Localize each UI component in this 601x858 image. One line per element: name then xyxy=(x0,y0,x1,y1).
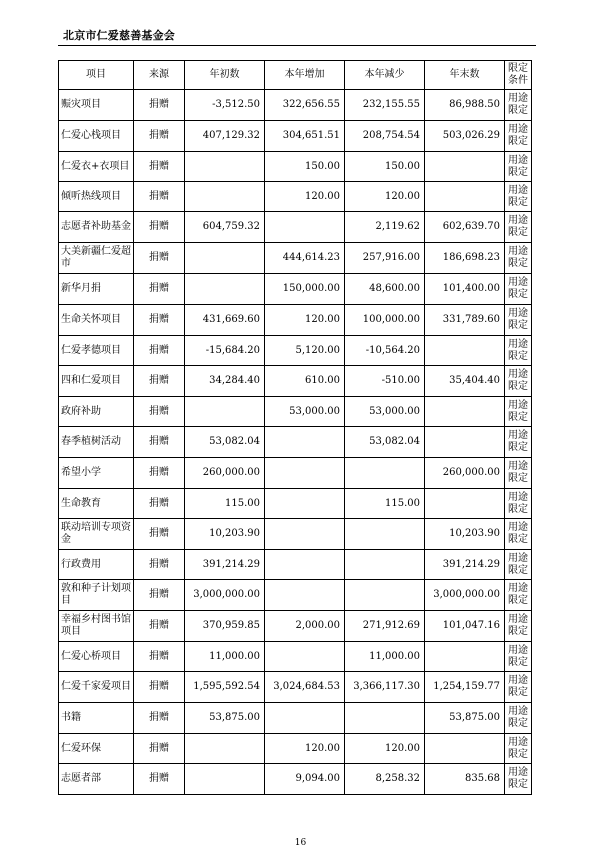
source-cell: 捐赠 xyxy=(134,611,185,642)
end-balance-cell xyxy=(425,336,505,366)
project-name-cell: 行政费用 xyxy=(59,550,134,580)
source-cell: 捐赠 xyxy=(134,121,185,152)
begin-balance-cell: 11,000.00 xyxy=(185,642,265,672)
end-balance-cell: 835.68 xyxy=(425,764,505,795)
condition-cell: 用途限定 xyxy=(505,764,532,795)
source-cell: 捐赠 xyxy=(134,90,185,121)
project-name-cell: 四和仁爱项目 xyxy=(59,366,134,397)
decrease-cell xyxy=(345,458,425,489)
decrease-cell: -10,564.20 xyxy=(345,336,425,366)
table-row xyxy=(59,212,532,243)
condition-cell: 用途限定 xyxy=(505,182,532,212)
source-cell: 捐赠 xyxy=(134,274,185,305)
source-cell: 捐赠 xyxy=(134,703,185,734)
decrease-cell: 53,082.04 xyxy=(345,427,425,458)
condition-cell: 用途限定 xyxy=(505,152,532,182)
project-name-cell: 生命关怀项目 xyxy=(59,305,134,336)
condition-cell: 用途限定 xyxy=(505,121,532,152)
increase-cell xyxy=(265,550,345,580)
project-name-cell: 志愿者部 xyxy=(59,764,134,795)
decrease-cell: 3,366,117.30 xyxy=(345,672,425,703)
begin-balance-cell: 604,759.32 xyxy=(185,212,265,243)
decrease-cell: 11,000.00 xyxy=(345,642,425,672)
end-balance-cell xyxy=(425,489,505,519)
begin-balance-cell: 34,284.40 xyxy=(185,366,265,397)
end-balance-cell: 3,000,000.00 xyxy=(425,580,505,611)
increase-cell: 120.00 xyxy=(265,305,345,336)
source-cell: 捐赠 xyxy=(134,366,185,397)
increase-cell: 120.00 xyxy=(265,734,345,764)
table-row xyxy=(59,642,532,672)
condition-cell: 用途限定 xyxy=(505,336,532,366)
begin-balance-cell: 3,000,000.00 xyxy=(185,580,265,611)
begin-balance-cell xyxy=(185,182,265,212)
source-cell: 捐赠 xyxy=(134,672,185,703)
decrease-cell: -510.00 xyxy=(345,366,425,397)
end-balance-cell: 602,639.70 xyxy=(425,212,505,243)
begin-balance-cell xyxy=(185,397,265,427)
end-balance-cell: 101,047.16 xyxy=(425,611,505,642)
condition-cell: 用途限定 xyxy=(505,274,532,305)
decrease-cell: 232,155.55 xyxy=(345,90,425,121)
source-cell: 捐赠 xyxy=(134,764,185,795)
column-header: 来源 xyxy=(134,61,185,90)
increase-cell xyxy=(265,458,345,489)
begin-balance-cell: 53,082.04 xyxy=(185,427,265,458)
decrease-cell xyxy=(345,550,425,580)
restricted-funds-table xyxy=(58,60,532,795)
increase-cell: 3,024,684.53 xyxy=(265,672,345,703)
table-row xyxy=(59,336,532,366)
source-cell: 捐赠 xyxy=(134,427,185,458)
source-cell: 捐赠 xyxy=(134,152,185,182)
project-name-cell: 倾听热线项目 xyxy=(59,182,134,212)
project-name-cell: 仁爱环保 xyxy=(59,734,134,764)
table-row xyxy=(59,550,532,580)
table-row xyxy=(59,182,532,212)
table-row xyxy=(59,611,532,642)
end-balance-cell xyxy=(425,182,505,212)
condition-cell: 用途限定 xyxy=(505,642,532,672)
end-balance-cell xyxy=(425,642,505,672)
source-cell: 捐赠 xyxy=(134,336,185,366)
begin-balance-cell: 260,000.00 xyxy=(185,458,265,489)
condition-cell: 用途限定 xyxy=(505,397,532,427)
table-row xyxy=(59,305,532,336)
project-name-cell: 春季植树活动 xyxy=(59,427,134,458)
decrease-cell: 2,119.62 xyxy=(345,212,425,243)
project-name-cell: 希望小学 xyxy=(59,458,134,489)
begin-balance-cell xyxy=(185,274,265,305)
source-cell: 捐赠 xyxy=(134,550,185,580)
project-name-cell: 联动培训专项资金 xyxy=(59,519,134,550)
project-name-cell: 新华月捐 xyxy=(59,274,134,305)
increase-cell: 2,000.00 xyxy=(265,611,345,642)
column-header: 年末数 xyxy=(425,61,505,90)
increase-cell xyxy=(265,489,345,519)
end-balance-cell: 1,254,159.77 xyxy=(425,672,505,703)
table-row xyxy=(59,90,532,121)
condition-cell: 用途限定 xyxy=(505,580,532,611)
end-balance-cell: 186,698.23 xyxy=(425,243,505,274)
increase-cell xyxy=(265,427,345,458)
increase-cell xyxy=(265,703,345,734)
increase-cell xyxy=(265,642,345,672)
column-header: 项目 xyxy=(59,61,134,90)
increase-cell xyxy=(265,519,345,550)
decrease-cell xyxy=(345,703,425,734)
decrease-cell: 48,600.00 xyxy=(345,274,425,305)
project-name-cell: 仁爱心桥项目 xyxy=(59,642,134,672)
begin-balance-cell: 1,595,592.54 xyxy=(185,672,265,703)
table-row xyxy=(59,274,532,305)
table-header-row xyxy=(59,61,532,90)
begin-balance-cell: 407,129.32 xyxy=(185,121,265,152)
table-row xyxy=(59,397,532,427)
end-balance-cell xyxy=(425,152,505,182)
increase-cell xyxy=(265,212,345,243)
end-balance-cell: 101,400.00 xyxy=(425,274,505,305)
column-header: 限定条件 xyxy=(505,61,532,90)
header-rule xyxy=(58,45,536,46)
source-cell: 捐赠 xyxy=(134,734,185,764)
column-header: 本年减少 xyxy=(345,61,425,90)
begin-balance-cell xyxy=(185,152,265,182)
project-name-cell: 生命教育 xyxy=(59,489,134,519)
begin-balance-cell: -3,512.50 xyxy=(185,90,265,121)
source-cell: 捐赠 xyxy=(134,212,185,243)
table-row xyxy=(59,366,532,397)
end-balance-cell: 35,404.40 xyxy=(425,366,505,397)
increase-cell: 322,656.55 xyxy=(265,90,345,121)
source-cell: 捐赠 xyxy=(134,580,185,611)
source-cell: 捐赠 xyxy=(134,458,185,489)
increase-cell xyxy=(265,580,345,611)
begin-balance-cell xyxy=(185,243,265,274)
page-number: 16 xyxy=(294,838,307,848)
source-cell: 捐赠 xyxy=(134,182,185,212)
table-row xyxy=(59,580,532,611)
begin-balance-cell: 370,959.85 xyxy=(185,611,265,642)
column-header: 本年增加 xyxy=(265,61,345,90)
source-cell: 捐赠 xyxy=(134,397,185,427)
project-name-cell: 幸福乡村图书馆项目 xyxy=(59,611,134,642)
end-balance-cell: 53,875.00 xyxy=(425,703,505,734)
table-row xyxy=(59,427,532,458)
increase-cell: 150.00 xyxy=(265,152,345,182)
table-row xyxy=(59,121,532,152)
decrease-cell xyxy=(345,580,425,611)
end-balance-cell: 260,000.00 xyxy=(425,458,505,489)
table-row xyxy=(59,764,532,795)
end-balance-cell: 10,203.90 xyxy=(425,519,505,550)
increase-cell: 610.00 xyxy=(265,366,345,397)
source-cell: 捐赠 xyxy=(134,489,185,519)
decrease-cell xyxy=(345,519,425,550)
increase-cell: 5,120.00 xyxy=(265,336,345,366)
project-name-cell: 赈灾项目 xyxy=(59,90,134,121)
table-body xyxy=(59,61,532,795)
end-balance-cell: 503,026.29 xyxy=(425,121,505,152)
project-name-cell: 仁爱衣+衣项目 xyxy=(59,152,134,182)
end-balance-cell xyxy=(425,397,505,427)
source-cell: 捐赠 xyxy=(134,519,185,550)
increase-cell: 150,000.00 xyxy=(265,274,345,305)
condition-cell: 用途限定 xyxy=(505,489,532,519)
end-balance-cell: 86,988.50 xyxy=(425,90,505,121)
table-row xyxy=(59,458,532,489)
decrease-cell: 53,000.00 xyxy=(345,397,425,427)
condition-cell: 用途限定 xyxy=(505,305,532,336)
begin-balance-cell: 10,203.90 xyxy=(185,519,265,550)
source-cell: 捐赠 xyxy=(134,305,185,336)
project-name-cell: 政府补助 xyxy=(59,397,134,427)
table-row xyxy=(59,672,532,703)
condition-cell: 用途限定 xyxy=(505,734,532,764)
decrease-cell: 271,912.69 xyxy=(345,611,425,642)
begin-balance-cell: 115.00 xyxy=(185,489,265,519)
begin-balance-cell: 431,669.60 xyxy=(185,305,265,336)
condition-cell: 用途限定 xyxy=(505,519,532,550)
end-balance-cell: 391,214.29 xyxy=(425,550,505,580)
project-name-cell: 敦和种子计划项目 xyxy=(59,580,134,611)
project-name-cell: 仁爱千家爱项目 xyxy=(59,672,134,703)
end-balance-cell xyxy=(425,734,505,764)
decrease-cell: 120.00 xyxy=(345,734,425,764)
increase-cell: 120.00 xyxy=(265,182,345,212)
condition-cell: 用途限定 xyxy=(505,672,532,703)
decrease-cell: 208,754.54 xyxy=(345,121,425,152)
project-name-cell: 仁爱心栈项目 xyxy=(59,121,134,152)
project-name-cell: 书籍 xyxy=(59,703,134,734)
condition-cell: 用途限定 xyxy=(505,90,532,121)
begin-balance-cell xyxy=(185,764,265,795)
decrease-cell: 100,000.00 xyxy=(345,305,425,336)
table-row xyxy=(59,734,532,764)
source-cell: 捐赠 xyxy=(134,243,185,274)
table-row xyxy=(59,703,532,734)
decrease-cell: 120.00 xyxy=(345,182,425,212)
source-cell: 捐赠 xyxy=(134,642,185,672)
begin-balance-cell xyxy=(185,734,265,764)
decrease-cell: 115.00 xyxy=(345,489,425,519)
end-balance-cell xyxy=(425,427,505,458)
condition-cell: 用途限定 xyxy=(505,366,532,397)
begin-balance-cell: -15,684.20 xyxy=(185,336,265,366)
condition-cell: 用途限定 xyxy=(505,212,532,243)
condition-cell: 用途限定 xyxy=(505,427,532,458)
condition-cell: 用途限定 xyxy=(505,458,532,489)
column-header: 年初数 xyxy=(185,61,265,90)
decrease-cell: 150.00 xyxy=(345,152,425,182)
project-name-cell: 志愿者补助基金 xyxy=(59,212,134,243)
condition-cell: 用途限定 xyxy=(505,611,532,642)
increase-cell: 9,094.00 xyxy=(265,764,345,795)
table-row xyxy=(59,152,532,182)
table-row xyxy=(59,243,532,274)
condition-cell: 用途限定 xyxy=(505,703,532,734)
project-name-cell: 大美新疆仁爱超市 xyxy=(59,243,134,274)
increase-cell: 304,651.51 xyxy=(265,121,345,152)
decrease-cell: 8,258.32 xyxy=(345,764,425,795)
table-row xyxy=(59,519,532,550)
org-name-header: 北京市仁爱慈善基金会 xyxy=(63,29,175,42)
condition-cell: 用途限定 xyxy=(505,550,532,580)
project-name-cell: 仁爱孝德项目 xyxy=(59,336,134,366)
table-row xyxy=(59,489,532,519)
end-balance-cell: 331,789.60 xyxy=(425,305,505,336)
begin-balance-cell: 391,214.29 xyxy=(185,550,265,580)
begin-balance-cell: 53,875.00 xyxy=(185,703,265,734)
decrease-cell: 257,916.00 xyxy=(345,243,425,274)
increase-cell: 444,614.23 xyxy=(265,243,345,274)
increase-cell: 53,000.00 xyxy=(265,397,345,427)
condition-cell: 用途限定 xyxy=(505,243,532,274)
